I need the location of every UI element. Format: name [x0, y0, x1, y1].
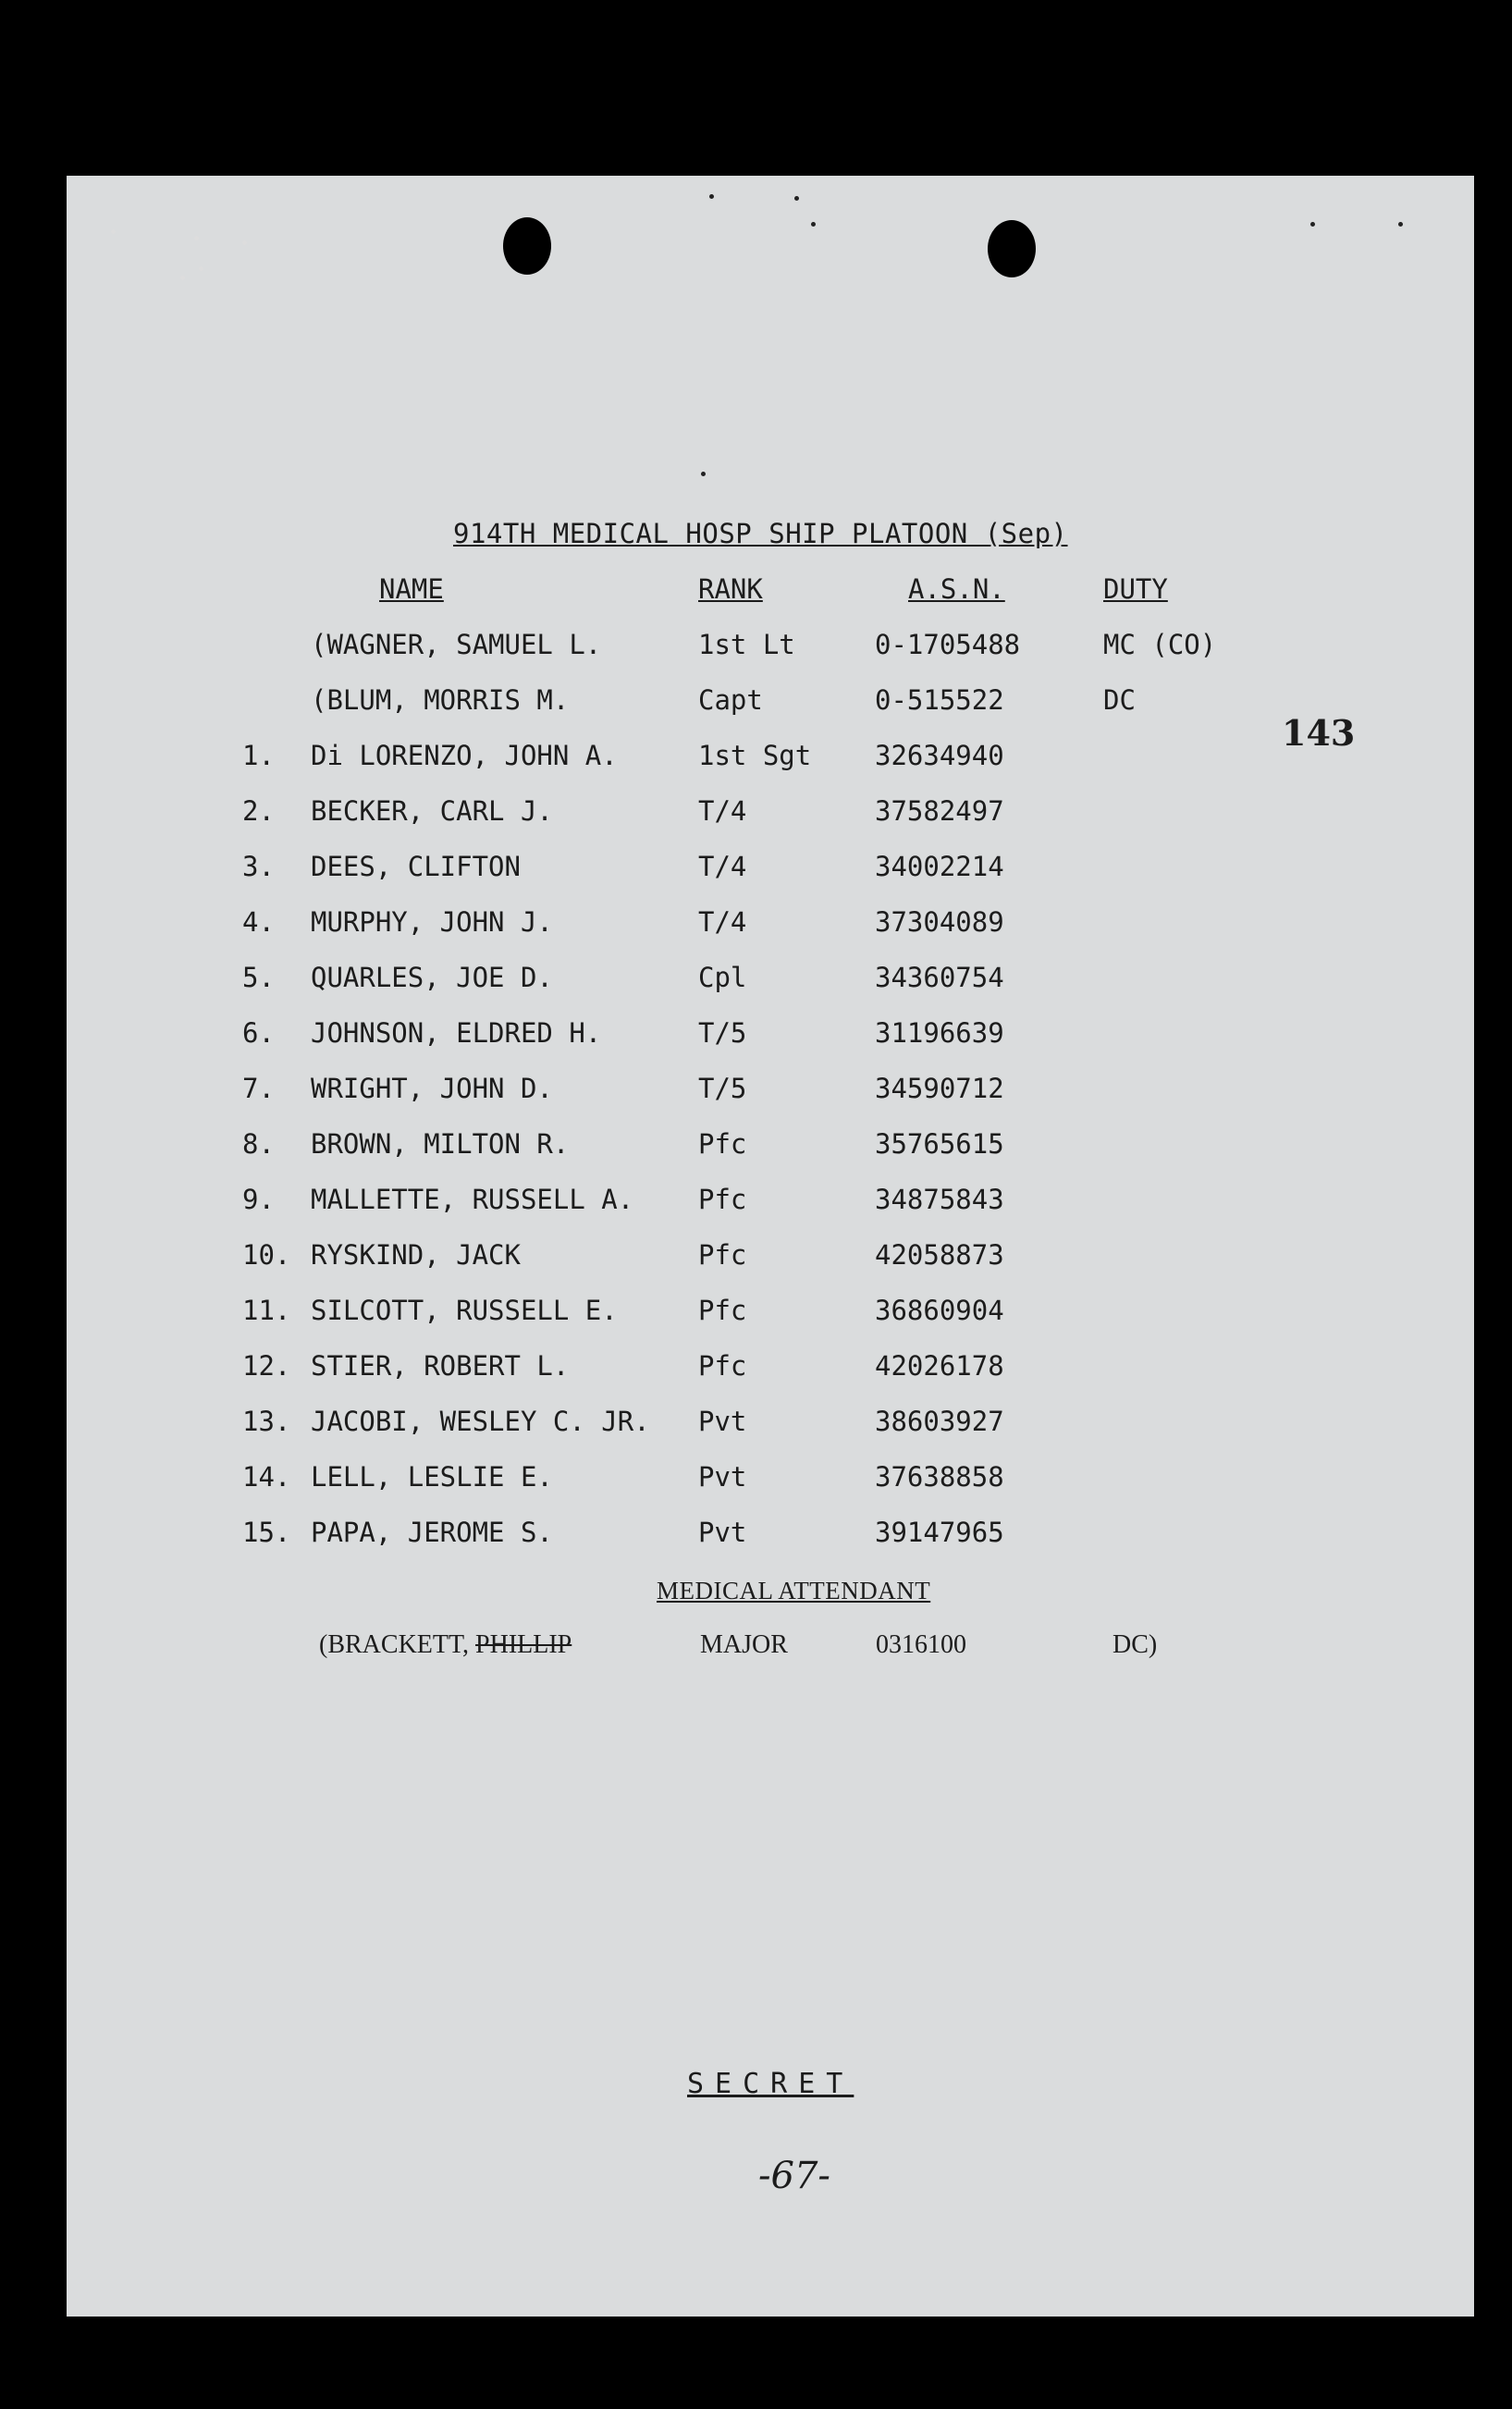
row-number: 6.: [242, 1017, 275, 1049]
row-number: 14.: [242, 1461, 291, 1493]
speck: [811, 222, 816, 227]
speck: [242, 240, 247, 245]
enlisted-row: [0, 1350, 1512, 1395]
speck: [1310, 222, 1315, 227]
row-asn: 38603927: [875, 1406, 1004, 1437]
speck: [194, 236, 199, 240]
row-number: 15.: [242, 1517, 291, 1548]
header-rank: RANK: [698, 573, 763, 605]
row-rank: T/4: [698, 795, 747, 827]
row-name: Di LORENZO, JOHN A.: [311, 740, 618, 771]
enlisted-row: [0, 851, 1512, 895]
header-duty: DUTY: [1103, 573, 1168, 605]
attendant-rank: MAJOR: [700, 1630, 788, 1659]
enlisted-row: [0, 740, 1512, 784]
row-name: QUARLES, JOE D.: [311, 962, 553, 993]
header-name: NAME: [379, 573, 444, 605]
row-asn: 34360754: [875, 962, 1004, 993]
officer-row: [0, 629, 1512, 673]
row-asn: 31196639: [875, 1017, 1004, 1049]
enlisted-row: [0, 1239, 1512, 1284]
speck: [1398, 222, 1403, 227]
row-name: PAPA, JEROME S.: [311, 1517, 553, 1548]
enlisted-row: [0, 906, 1512, 951]
speck: [709, 194, 714, 199]
row-name: BROWN, MILTON R.: [311, 1128, 570, 1160]
row-name: JOHNSON, ELDRED H.: [311, 1017, 602, 1049]
row-number: 7.: [242, 1073, 275, 1104]
punch-hole-left: [503, 217, 551, 275]
row-number: 5.: [242, 962, 275, 993]
attendant-header: MEDICAL ATTENDANT: [657, 1577, 931, 1604]
row-asn: 42026178: [875, 1350, 1004, 1382]
row-asn: 37582497: [875, 795, 1004, 827]
classification-mark: SECRET: [687, 2068, 854, 2100]
row-rank: Pvt: [698, 1461, 747, 1493]
row-name: MURPHY, JOHN J.: [311, 906, 553, 938]
row-asn: 35765615: [875, 1128, 1004, 1160]
row-rank: Pfc: [698, 1239, 747, 1271]
row-number: 12.: [242, 1350, 291, 1382]
row-rank: T/4: [698, 906, 747, 938]
row-name: RYSKIND, JACK: [311, 1239, 521, 1271]
attendant-asn: 0316100: [876, 1630, 966, 1659]
row-name: (BLUM, MORRIS M.: [311, 684, 570, 716]
row-asn: 34875843: [875, 1184, 1004, 1215]
row-rank: T/5: [698, 1017, 747, 1049]
row-rank: Pfc: [698, 1184, 747, 1215]
enlisted-row: [0, 1128, 1512, 1173]
row-rank: Pvt: [698, 1517, 747, 1548]
row-asn: 0-1705488: [875, 629, 1021, 660]
row-number: 3.: [242, 851, 275, 882]
row-name: SILCOTT, RUSSELL E.: [311, 1295, 618, 1326]
enlisted-row: [0, 1184, 1512, 1228]
row-number: 13.: [242, 1406, 291, 1437]
row-asn: 0-515522: [875, 684, 1004, 716]
row-name: STIER, ROBERT L.: [311, 1350, 570, 1382]
page-number: -67-: [758, 2155, 830, 2197]
row-number: 10.: [242, 1239, 291, 1271]
stamp-number: 143: [1282, 712, 1356, 754]
enlisted-row: [0, 962, 1512, 1006]
enlisted-row: [0, 1406, 1512, 1450]
row-number: 11.: [242, 1295, 291, 1326]
row-name: LELL, LESLIE E.: [311, 1461, 553, 1493]
row-duty: DC: [1103, 684, 1136, 716]
row-asn: 37638858: [875, 1461, 1004, 1493]
officer-row: [0, 684, 1512, 729]
row-name: JACOBI, WESLEY C. JR.: [311, 1406, 650, 1437]
attendant-given-name-struck: PHILLIP: [475, 1630, 572, 1659]
row-asn: 39147965: [875, 1517, 1004, 1548]
speck: [794, 196, 799, 201]
document-title: 914TH MEDICAL HOSP SHIP PLATOON (Sep): [453, 518, 1068, 549]
enlisted-row: [0, 1461, 1512, 1506]
row-number: 8.: [242, 1128, 275, 1160]
row-rank: Cpl: [698, 962, 747, 993]
row-asn: 34590712: [875, 1073, 1004, 1104]
enlisted-row: [0, 1517, 1512, 1561]
speck: [199, 266, 203, 271]
row-asn: 32634940: [875, 740, 1004, 771]
row-rank: T/5: [698, 1073, 747, 1104]
row-name: BECKER, CARL J.: [311, 795, 553, 827]
row-rank: 1st Sgt: [698, 740, 812, 771]
attendant-name: [319, 1630, 572, 1660]
speck: [701, 472, 706, 476]
row-rank: Pfc: [698, 1128, 747, 1160]
row-name: (WAGNER, SAMUEL L.: [311, 629, 602, 660]
row-asn: 34002214: [875, 851, 1004, 882]
enlisted-row: [0, 1073, 1512, 1117]
enlisted-row: [0, 795, 1512, 840]
row-asn: 37304089: [875, 906, 1004, 938]
header-asn: A.S.N.: [908, 573, 1005, 605]
row-name: WRIGHT, JOHN D.: [311, 1073, 553, 1104]
row-rank: Pfc: [698, 1350, 747, 1382]
row-rank: Capt: [698, 684, 763, 716]
attendant-surname: (BRACKETT,: [319, 1630, 470, 1659]
punch-hole-right: [988, 220, 1036, 277]
row-rank: T/4: [698, 851, 747, 882]
row-name: MALLETTE, RUSSELL A.: [311, 1184, 634, 1215]
row-number: 2.: [242, 795, 275, 827]
row-name: DEES, CLIFTON: [311, 851, 521, 882]
row-asn: 36860904: [875, 1295, 1004, 1326]
row-rank: Pfc: [698, 1295, 747, 1326]
row-rank: Pvt: [698, 1406, 747, 1437]
enlisted-row: [0, 1017, 1512, 1062]
speck: [111, 229, 116, 234]
row-duty: MC (CO): [1103, 629, 1217, 660]
row-number: 9.: [242, 1184, 275, 1215]
attendant-duty: DC): [1112, 1630, 1158, 1659]
row-number: 4.: [242, 906, 275, 938]
row-number: 1.: [242, 740, 275, 771]
row-rank: 1st Lt: [698, 629, 795, 660]
row-asn: 42058873: [875, 1239, 1004, 1271]
enlisted-row: [0, 1295, 1512, 1339]
speck: [180, 276, 185, 280]
